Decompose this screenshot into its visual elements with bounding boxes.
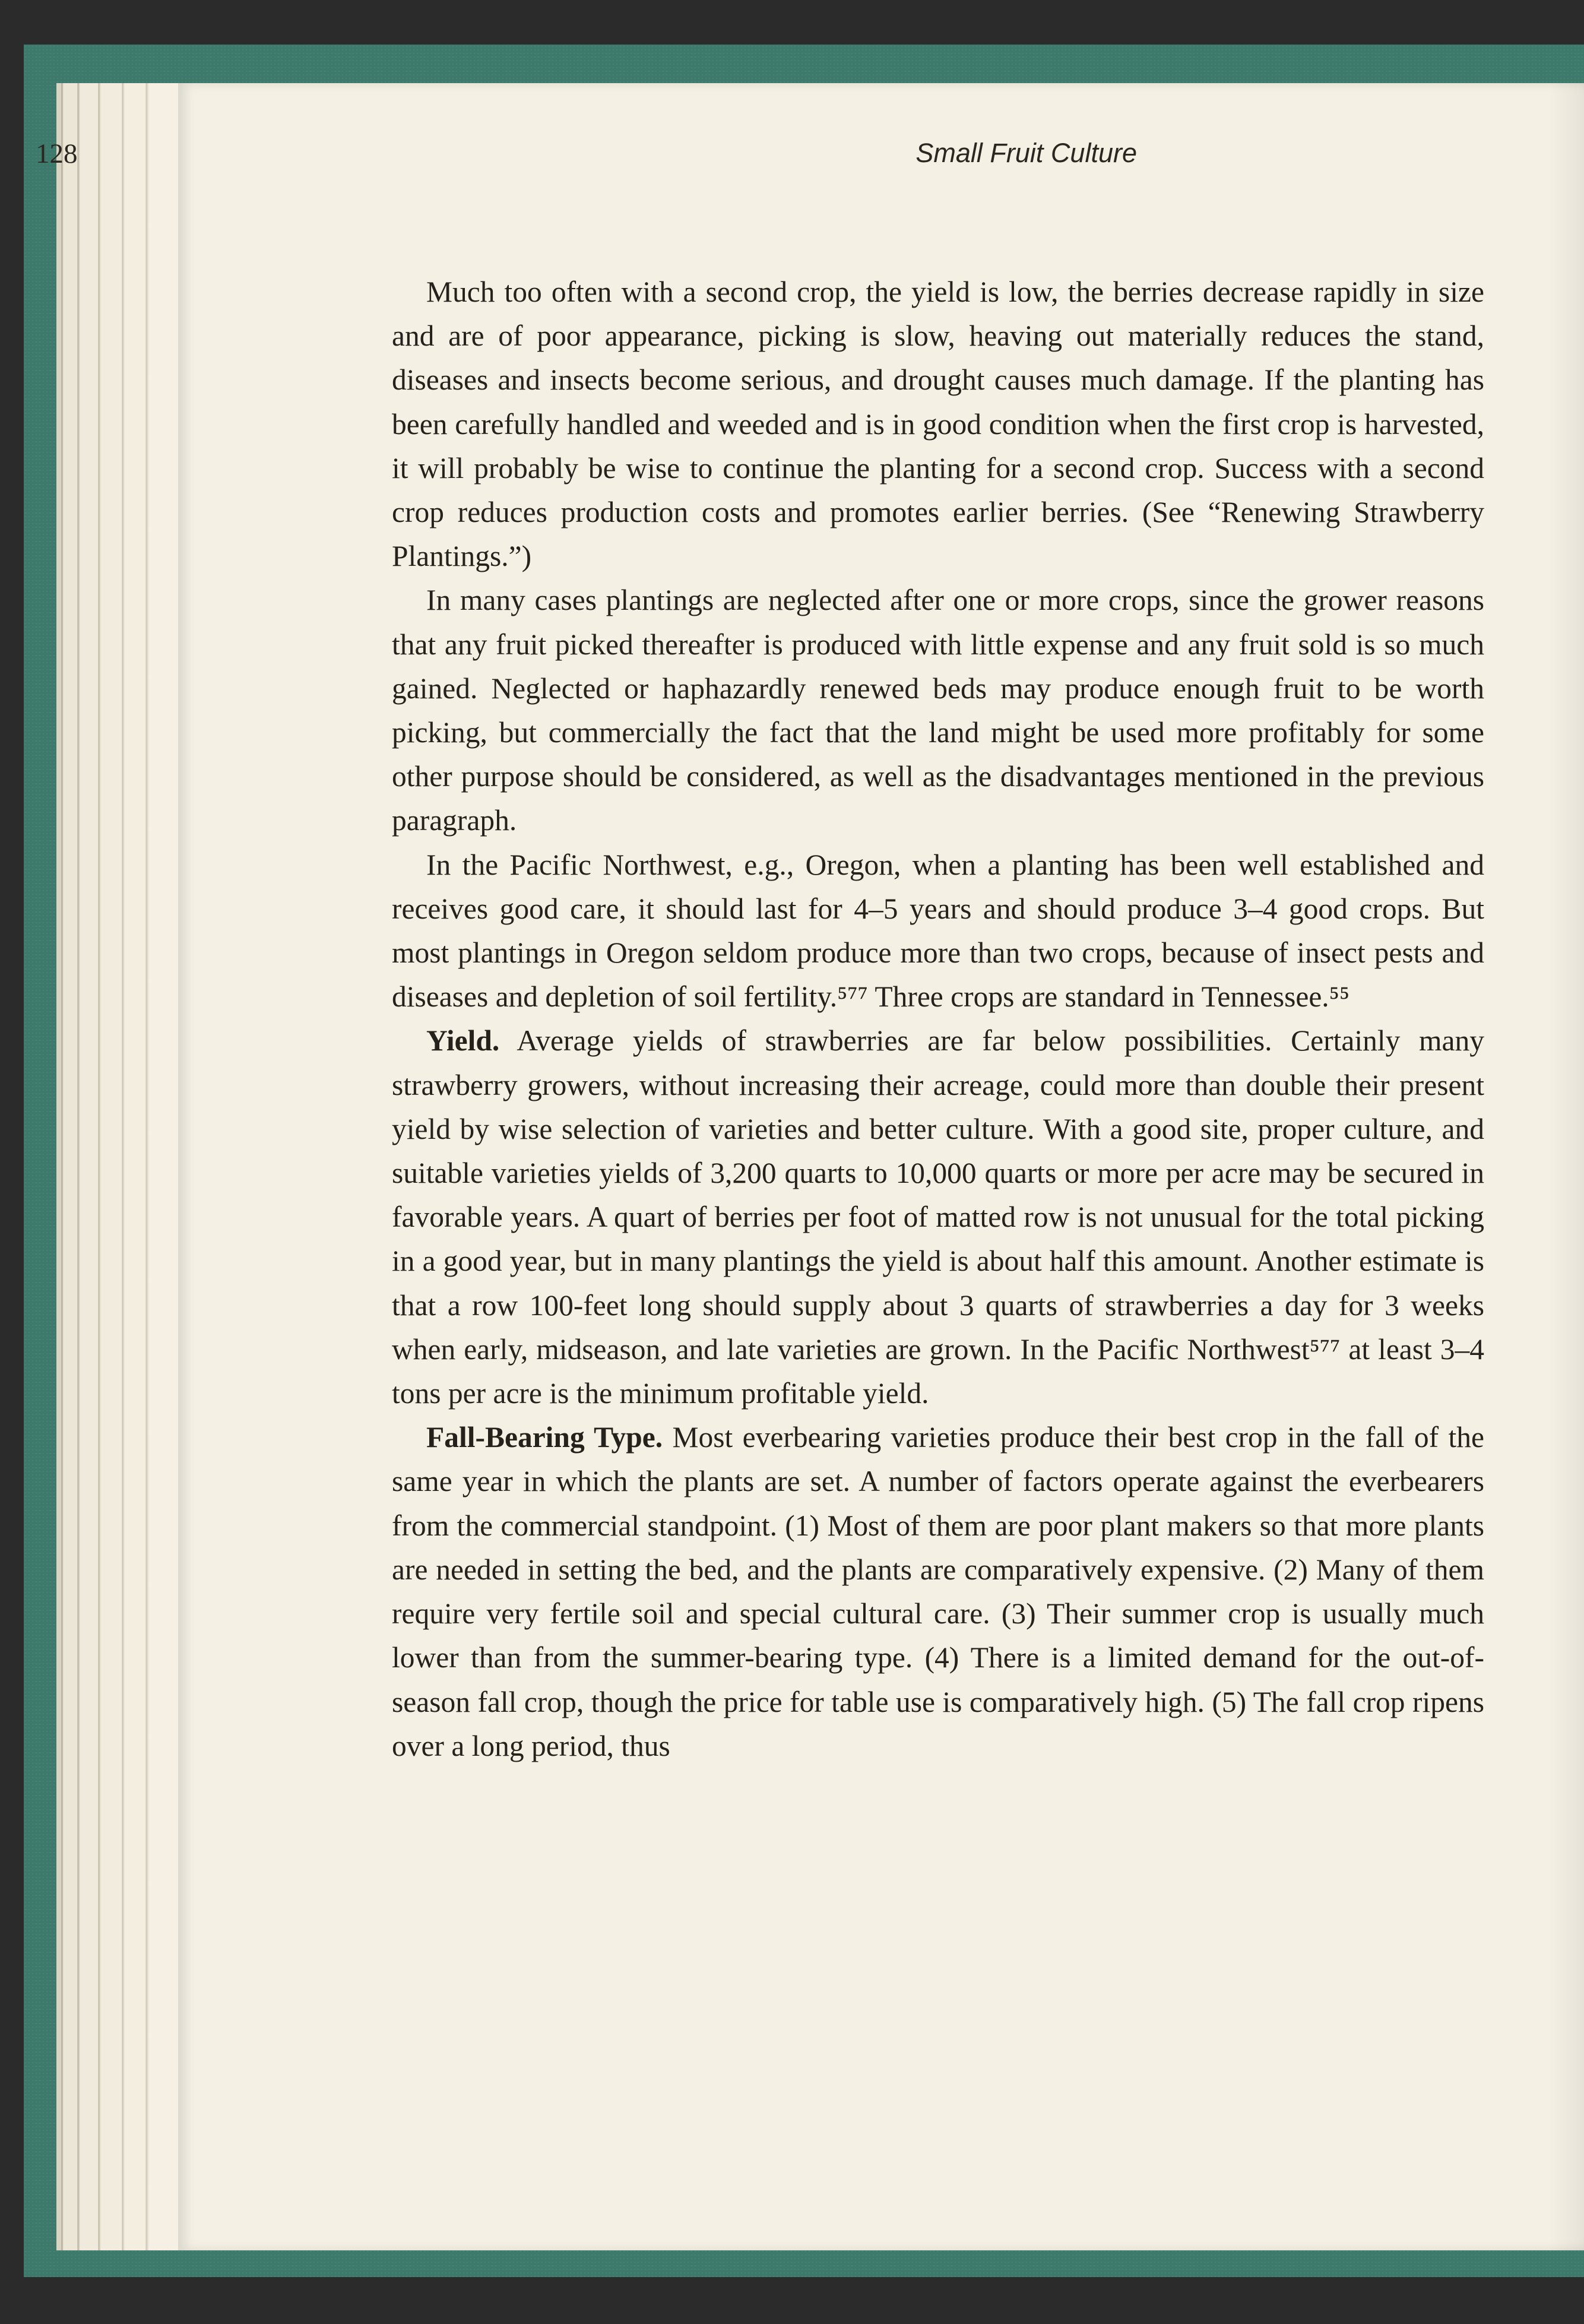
running-header: [36, 0, 1315, 169]
paragraph: [392, 270, 1484, 578]
paragraph: [392, 1416, 1484, 1768]
paragraph-text: In the Pacific Northwest, e.g., Oregon, when a planting has been well established and receives good care, it should last for 4–5 years and should produce 3–4 good crops. But most plantings in Oregon seldom produce more than two crops, because of insect pests and diseases and depletion of soil fertility.⁵⁷⁷ Three crops are standard in Tennessee.⁵⁵: [392, 848, 1484, 1014]
paragraph: [392, 578, 1484, 843]
paragraph-text: Average yields of strawberries are far below possibilities. Certainly many strawberry growers, without increasing their acreage, could more than double their present yield by wise selection of varieties and better culture. With a good site, proper culture, and suitable varieties yields of 3,200 quarts to 10,000 quarts or more per acre may be secured in favorable years. A quart of berries per foot of matted row is not unusual for the total picking in a good year, but in many plantings the yield is about half this amount. Another estimate is that a row 100-feet long should supply about 3 quarts of strawberries a day for 3 weeks when early, midseason, and late varieties are grown. In the Pacific Northwest⁵⁷⁷ at least 3–4 tons per acre is the minimum profitable yield.: [392, 1024, 1484, 1410]
paragraph-heading: Fall-Bearing Type.: [426, 1421, 663, 1454]
page-gutter-shadow: [1548, 83, 1584, 2250]
paragraph-text: Most everbearing varieties produce their best crop in the fall of the same year in which the plants are set. A number of factors operate against the everbearers from the commercial standpoint. (1) Most of them are poor plant makers so that more plants are needed in setting the bed, and the plants are comparatively expensive. (2) Many of them require very fertile soil and special cultural care. (3) Their summer crop is usually much lower than from the summer-bearing type. (4) There is a limited demand for the out-of-season fall crop, though the price for table use is comparatively high. (5) The fall crop ripens over a long period, thus: [392, 1421, 1484, 1762]
page-edges: [56, 83, 187, 2250]
paragraph: [392, 1019, 1484, 1416]
paragraph-text: Much too often with a second crop, the yield is low, the berries decrease rapidly in size and are of poor appearance, picking is slow, heaving out materially reduces the stand, diseases and insects become serious, and drought causes much damage. If the planting has been carefully handled and weeded and is in good condition when the first crop is harvested, it will probably be wise to continue the planting for a second crop. Success with a second crop reduces production costs and promotes earlier berries. (See “Renewing Strawberry Plantings.”): [392, 276, 1484, 573]
paragraph-text: In many cases plantings are neglected after one or more crops, since the grower reasons that any fruit picked thereafter is produced with little expense and any fruit sold is so much gained. Neglected or haphazardly renewed beds may produce enough fruit to be worth picking, but commercially the fact that the land might be used more profitably for some other purpose should be considered, as well as the disadvantages mentioned in the previous paragraph.: [392, 584, 1484, 837]
page-number: 128: [36, 138, 78, 169]
body-text: [392, 270, 1484, 1768]
paragraph: [392, 843, 1484, 1019]
running-title: Small Fruit Culture: [915, 138, 1137, 168]
paragraph-heading: Yield.: [426, 1024, 500, 1057]
